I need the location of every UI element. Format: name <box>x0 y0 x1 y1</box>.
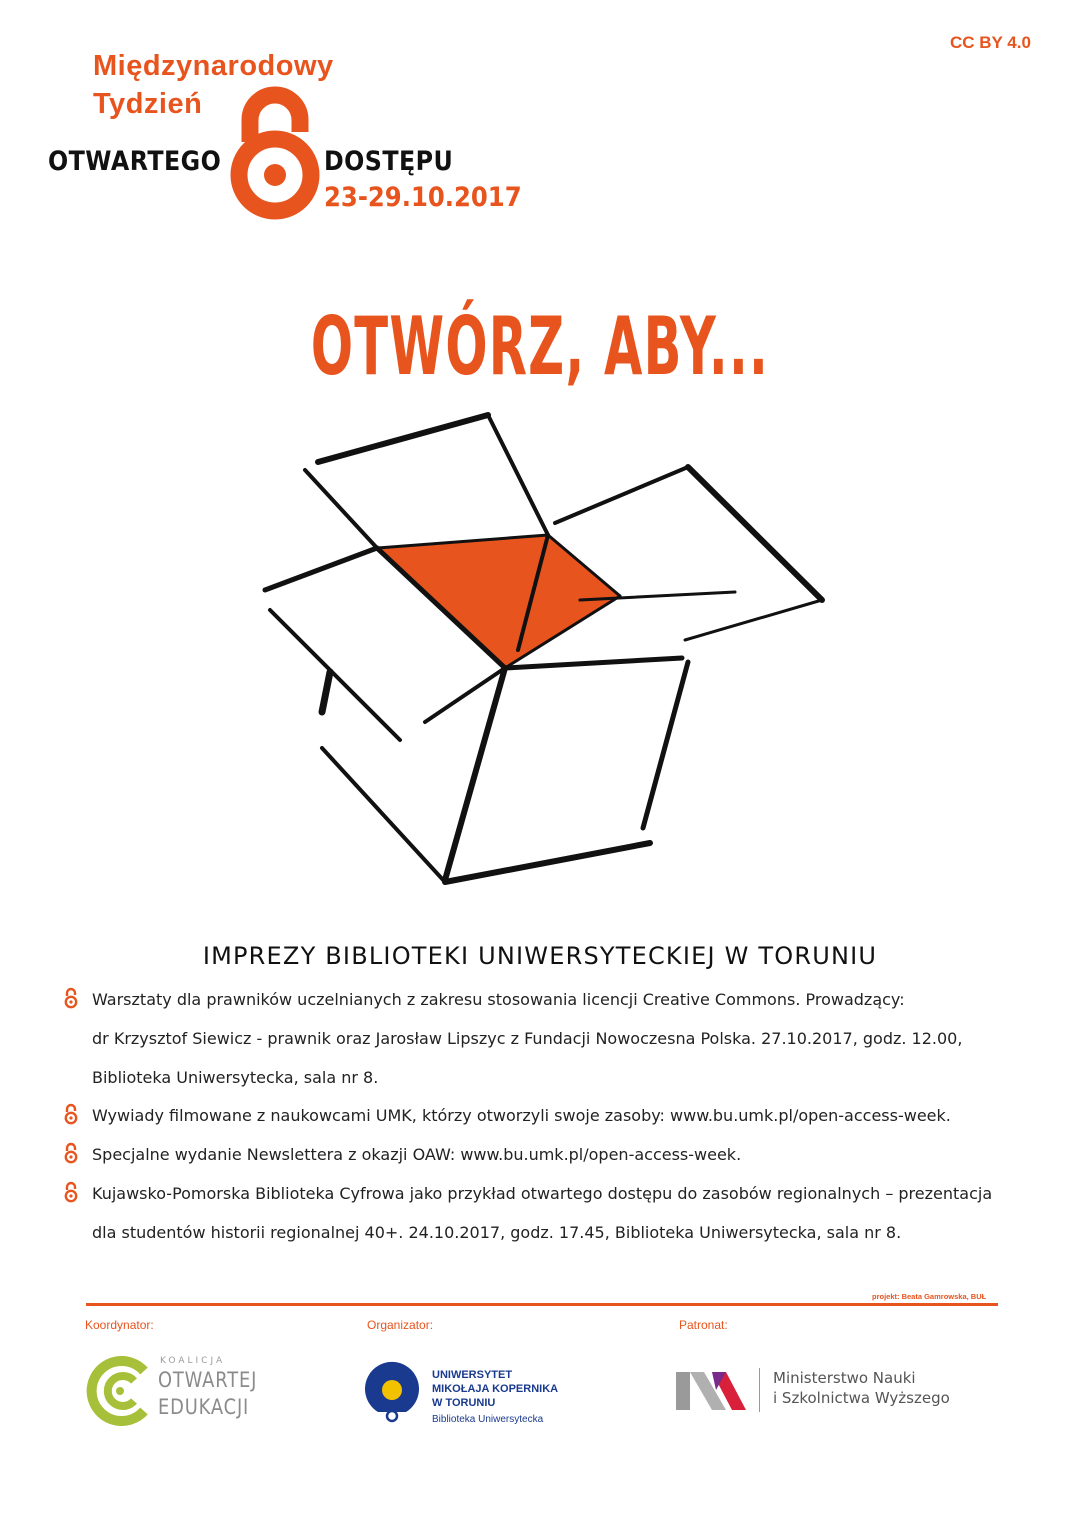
event-text-line: Wywiady filmowane z naukowcami UMK, którzy otworzyli swoje zasoby: www.bu.umk.pl/open-access-week. <box>92 1106 951 1125</box>
oaw-dates: 23-29.10.2017 <box>324 182 522 213</box>
event-text-line: Biblioteka Uniwersytecka, sala nr 8. <box>92 1068 379 1087</box>
events-section-title: IMPREZY BIBLIOTEKI UNIWERSYTECKIEJ W TORUNIU <box>202 942 878 970</box>
license-label: CC BY 4.0 <box>950 33 1031 52</box>
umk-logo-icon <box>362 1360 422 1424</box>
mnisw-logo-icon <box>676 1370 748 1412</box>
umk-line2: MIKOŁAJA KOPERNIKA <box>432 1383 559 1395</box>
mnisw-line2: i Szkolnictwa Wyższego <box>773 1389 950 1407</box>
headline: OTWÓRZ, ABY... <box>310 300 770 393</box>
umk-line1: UNIWERSYTET <box>432 1369 513 1381</box>
open-access-lock-icon <box>64 1181 78 1203</box>
event-item <box>92 980 1022 1097</box>
event-text-line: dla studentów historii regionalnej 40+. 24.10.2017, godz. 17.45, Biblioteka Uniwersytecka, sala nr 8. <box>92 1223 902 1242</box>
mnisw-separator <box>759 1368 760 1412</box>
open-access-lock-icon <box>64 1103 78 1125</box>
koalicja-line1: OTWARTEJ <box>158 1368 258 1392</box>
organizer-label: Organizator: <box>367 1318 434 1332</box>
oaw-word-otwartego: OTWARTEGO <box>48 146 222 177</box>
mnisw-line1: Ministerstwo Nauki <box>773 1369 916 1387</box>
koalicja-small-label: KOALICJA <box>160 1356 226 1366</box>
event-item <box>92 1096 1022 1135</box>
open-access-lock-icon <box>64 987 78 1009</box>
event-text-line: dr Krzysztof Siewicz - prawnik oraz Jarosław Lipszyc z Fundacji Nowoczesna Polska. 27.10.2017, godz. 12.00, <box>92 1029 963 1048</box>
patron-label: Patronat: <box>679 1318 728 1332</box>
design-credit: projekt: Beata Gamrowska, BUŁ <box>872 1292 987 1301</box>
umk-line4: Biblioteka Uniwersytecka <box>432 1414 544 1425</box>
koalicja-logo-icon <box>84 1355 156 1427</box>
footer-divider <box>86 1303 998 1306</box>
umk-line3: W TORUNIU <box>432 1397 496 1409</box>
coordinator-label: Koordynator: <box>85 1318 154 1332</box>
open-access-lock-icon <box>64 1142 78 1164</box>
event-item <box>92 1174 1022 1252</box>
event-text-line: Specjalne wydanie Newslettera z okazji OAW: www.bu.umk.pl/open-access-week. <box>92 1145 742 1164</box>
event-text-line: Warsztaty dla prawników uczelnianych z zakresu stosowania licencji Creative Commons. Prowadzący: <box>92 990 905 1009</box>
open-box-illustration <box>250 400 850 900</box>
open-access-lock-icon <box>230 82 320 220</box>
oaw-title-line2: Tydzień <box>93 88 203 120</box>
event-item <box>92 1135 1022 1174</box>
event-text-line: Kujawsko-Pomorska Biblioteka Cyfrowa jako przykład otwartego dostępu do zasobów regionalnych – prezentacja <box>92 1184 993 1203</box>
koalicja-line2: EDUKACJI <box>158 1395 250 1419</box>
oaw-title-line1: Międzynarodowy <box>93 50 334 82</box>
oaw-word-dostepu: DOSTĘPU <box>324 146 454 177</box>
